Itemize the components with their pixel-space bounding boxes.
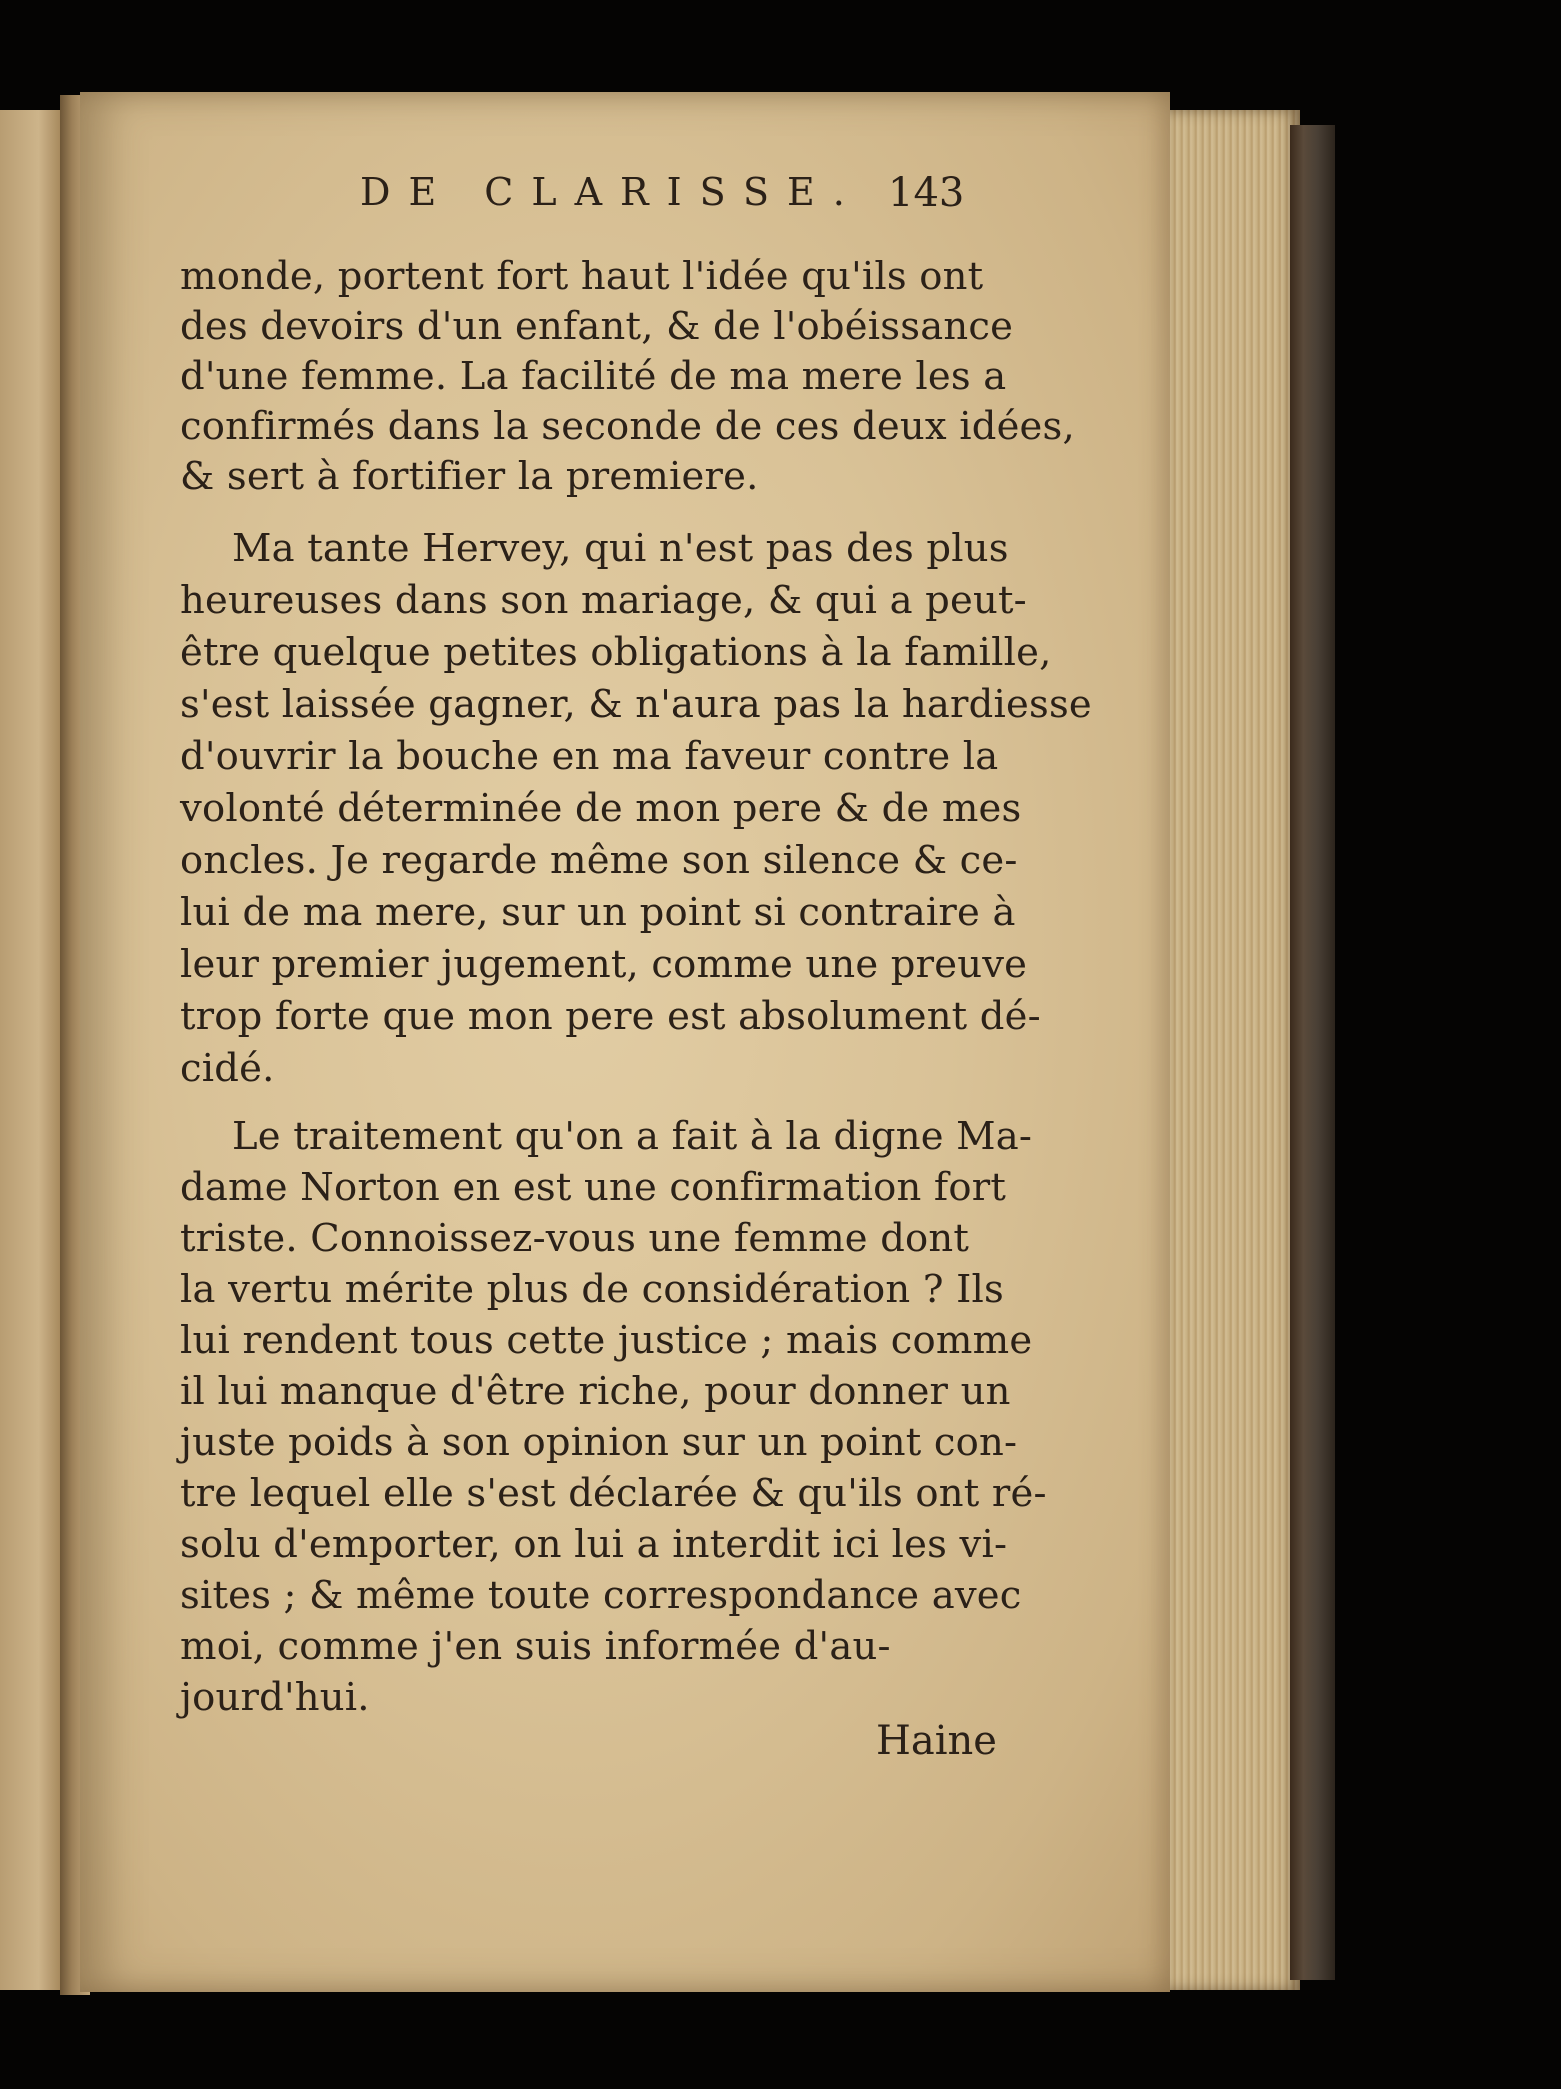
text-line: confirmés dans la seconde de ces deux idées, [180,404,1075,449]
text-line: il lui manque d'être riche, pour donner un [180,1369,1011,1414]
text-line: sites ; & même toute correspondance avec [180,1573,1022,1618]
text-line: & sert à fortifier la premiere. [180,454,759,499]
text-line: d'ouvrir la bouche en ma faveur contre la [180,734,999,779]
text-line: être quelque petites obligations à la famille, [180,630,1052,675]
text-line: triste. Connoissez-vous une femme dont [180,1216,970,1261]
text-line: cidé. [180,1046,275,1091]
text-line: tre lequel elle s'est déclarée & qu'ils ont ré- [180,1471,1047,1516]
text-line: solu d'emporter, on lui a interdit ici les vi- [180,1522,1008,1567]
text-line: juste poids à son opinion sur un point con- [180,1420,1018,1465]
text-line: lui de ma mere, sur un point si contraire à [180,890,1016,935]
text-line: lui rendent tous cette justice ; mais comme [180,1318,1033,1363]
text-line: d'une femme. La facilité de ma mere les a [180,354,1007,399]
text-line: volonté déterminée de mon pere & de mes [180,786,1022,831]
running-title: DE CLARISSE. [360,170,863,214]
page-number: 143 [888,170,965,216]
text-line: s'est laissée gagner, & n'aura pas la hardiesse [180,682,1092,727]
text-line: Le traitement qu'on a fait à la digne Ma- [232,1114,1033,1159]
text-line: monde, portent fort haut l'idée qu'ils ont [180,254,984,299]
text-line: Ma tante Hervey, qui n'est pas des plus [232,526,1009,571]
page-edges [1170,110,1300,1990]
text-line: leur premier jugement, comme une preuve [180,942,1028,987]
text-line: moi, comme j'en suis informée d'au- [180,1624,891,1669]
text-line: trop forte que mon pere est absolument dé- [180,994,1041,1039]
text-line: dame Norton en est une confirmation fort [180,1165,1007,1210]
text-line: la vertu mérite plus de considération ? Ils [180,1267,1005,1312]
text-line: jourd'hui. [180,1675,370,1720]
text-line: des devoirs d'un enfant, & de l'obéissance [180,304,1014,349]
text-line: heureuses dans son mariage, & qui a peut- [180,578,1027,623]
book-binding [1290,125,1335,1980]
text-line: oncles. Je regarde même son silence & ce- [180,838,1018,883]
catchword: Haine [876,1718,997,1764]
